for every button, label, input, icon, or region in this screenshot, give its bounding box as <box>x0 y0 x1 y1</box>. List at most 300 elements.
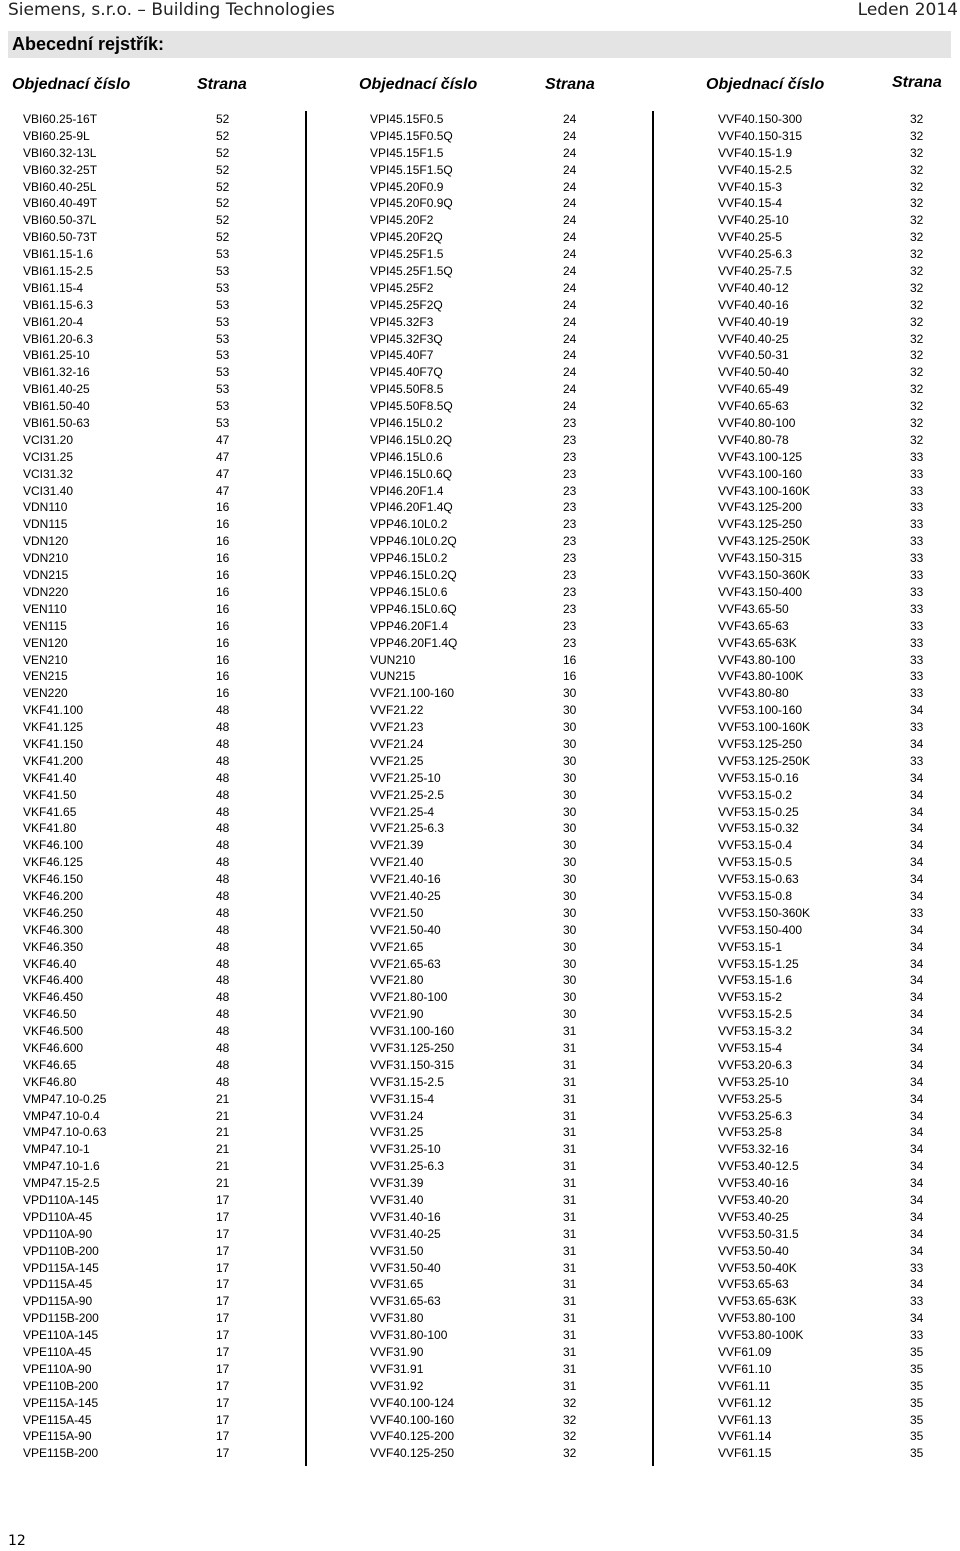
page-reference: 32 <box>910 162 924 177</box>
index-row <box>23 871 253 888</box>
page-reference: 16 <box>216 635 230 650</box>
page-reference: 34 <box>910 1226 924 1241</box>
index-row <box>718 145 948 162</box>
index-row <box>23 618 253 635</box>
index-row <box>370 1074 600 1091</box>
index-row <box>718 297 948 314</box>
index-row <box>370 1344 600 1361</box>
index-row <box>718 314 948 331</box>
order-number: VBI61.15-6.3 <box>23 297 94 312</box>
page-reference: 16 <box>216 652 230 667</box>
order-number: VBI61.15-2.5 <box>23 264 94 279</box>
page-reference: 16 <box>216 584 230 599</box>
page-reference: 23 <box>563 551 577 566</box>
page-reference: 52 <box>216 145 230 160</box>
index-row <box>718 1276 948 1293</box>
index-row <box>23 229 253 246</box>
page-reference: 17 <box>216 1345 230 1360</box>
index-row <box>370 685 600 702</box>
order-number: VVF43.125-200 <box>718 500 803 515</box>
order-number: VKF46.200 <box>23 888 84 903</box>
page-reference: 32 <box>910 331 924 346</box>
order-number: VMP47.10-0.63 <box>23 1125 107 1140</box>
page-reference: 16 <box>216 686 230 701</box>
order-number: VBI61.15-1.6 <box>23 247 94 262</box>
order-number: VVF53.80-100K <box>718 1328 804 1343</box>
page-reference: 16 <box>216 618 230 633</box>
page-reference: 33 <box>910 720 924 735</box>
index-row <box>23 702 253 719</box>
index-row <box>23 1074 253 1091</box>
order-number: VKF46.300 <box>23 922 84 937</box>
order-number: VVF61.09 <box>718 1345 772 1360</box>
order-number: VDN220 <box>23 584 69 599</box>
index-row <box>23 922 253 939</box>
order-number: VVF40.25-7.5 <box>718 264 793 279</box>
order-number: VVF21.22 <box>370 703 424 718</box>
page-reference: 48 <box>216 720 230 735</box>
index-row <box>23 1057 253 1074</box>
page-reference: 21 <box>216 1091 230 1106</box>
page-reference: 32 <box>910 145 924 160</box>
order-number: VBI61.50-63 <box>23 416 90 431</box>
index-row <box>23 499 253 516</box>
order-number: VBI60.50-73T <box>23 230 98 245</box>
index-row <box>370 246 600 263</box>
order-number: VKF46.250 <box>23 905 84 920</box>
index-row <box>370 567 600 584</box>
page-reference: 16 <box>216 568 230 583</box>
order-number: VVF21.24 <box>370 736 424 751</box>
page-title: Abecední rejstřík: <box>12 34 165 54</box>
page-reference: 53 <box>216 247 230 262</box>
index-row <box>23 1361 253 1378</box>
index-row <box>718 212 948 229</box>
index-row <box>23 1327 253 1344</box>
index-row <box>370 1293 600 1310</box>
index-row <box>23 888 253 905</box>
index-row <box>370 770 600 787</box>
page-reference: 31 <box>563 1193 577 1207</box>
index-row <box>718 347 948 364</box>
page-reference: 30 <box>563 922 577 937</box>
index-row <box>23 466 253 483</box>
page-reference: 34 <box>910 939 924 954</box>
order-number: VVF21.23 <box>370 720 424 735</box>
index-row <box>23 398 253 415</box>
order-number: VPE115A-90 <box>23 1429 92 1444</box>
index-row <box>370 1006 600 1023</box>
index-row <box>370 905 600 922</box>
page-reference: 32 <box>910 112 924 126</box>
index-row <box>718 1327 948 1344</box>
page-reference: 48 <box>216 821 230 836</box>
page-reference: 30 <box>563 787 577 802</box>
index-row <box>718 1023 948 1040</box>
order-number: VBI61.32-16 <box>23 365 90 380</box>
index-row <box>370 1445 600 1462</box>
order-number: VPD110A-45 <box>23 1209 93 1224</box>
index-row <box>23 297 253 314</box>
order-number: VVF53.25-6.3 <box>718 1108 793 1123</box>
index-row <box>23 1378 253 1395</box>
index-row <box>370 1412 600 1429</box>
order-number: VKF46.50 <box>23 1007 77 1022</box>
index-row <box>23 1293 253 1310</box>
page-reference: 34 <box>910 956 924 971</box>
page-reference: 48 <box>216 973 230 988</box>
index-row <box>370 1243 600 1260</box>
order-number: VVF53.150-400 <box>718 922 803 937</box>
page-reference: 34 <box>910 1125 924 1140</box>
order-number: VPP46.10L0.2 <box>370 517 448 532</box>
page-reference: 30 <box>563 905 577 920</box>
page-reference: 30 <box>563 736 577 751</box>
order-number: VVF43.150-315 <box>718 551 803 566</box>
page-reference: 48 <box>216 753 230 768</box>
index-row <box>718 1378 948 1395</box>
page-reference: 23 <box>563 584 577 599</box>
index-row <box>23 364 253 381</box>
index-row <box>718 1074 948 1091</box>
page-reference: 30 <box>563 770 577 785</box>
order-number: VKF41.150 <box>23 736 84 751</box>
order-number: VBI60.25-9L <box>23 128 90 143</box>
index-row <box>718 1192 948 1209</box>
page-reference: 33 <box>910 618 924 633</box>
index-row <box>718 263 948 280</box>
page-reference: 24 <box>563 128 577 143</box>
order-number: VVF31.40 <box>370 1193 424 1207</box>
page-reference: 32 <box>563 1412 577 1427</box>
order-number: VVF31.25 <box>370 1125 424 1140</box>
order-number: VVF53.40-20 <box>718 1193 789 1207</box>
page-reference: 48 <box>216 770 230 785</box>
order-number: VVF31.65 <box>370 1277 424 1292</box>
page-reference: 48 <box>216 1074 230 1089</box>
index-row <box>23 1260 253 1277</box>
page-reference: 31 <box>563 1091 577 1106</box>
index-row <box>718 246 948 263</box>
page-reference: 48 <box>216 787 230 802</box>
page-reference: 52 <box>216 128 230 143</box>
order-number: VVF31.24 <box>370 1108 424 1123</box>
page-reference: 35 <box>910 1395 924 1410</box>
page-reference: 35 <box>910 1345 924 1360</box>
page-reference: 30 <box>563 703 577 718</box>
page-reference: 34 <box>910 821 924 836</box>
order-number: VKF46.400 <box>23 973 84 988</box>
page-reference: 34 <box>910 922 924 937</box>
page-reference: 21 <box>216 1159 230 1174</box>
page-reference: 16 <box>216 551 230 566</box>
index-row <box>370 1276 600 1293</box>
order-number: VVF40.15-3 <box>718 179 783 194</box>
index-row <box>23 804 253 821</box>
index-row <box>718 668 948 685</box>
page-reference: 33 <box>910 584 924 599</box>
order-number: VVF21.25-2.5 <box>370 787 445 802</box>
order-number: VPI45.15F0.5 <box>370 112 444 126</box>
order-number: VVF31.25-10 <box>370 1142 441 1157</box>
col2-page-header: Strana <box>545 76 595 93</box>
order-number: VVF40.50-40 <box>718 365 789 380</box>
index-row <box>718 1057 948 1074</box>
order-number: VVF61.15 <box>718 1446 772 1461</box>
order-number: VVF40.25-10 <box>718 213 789 228</box>
page-reference: 17 <box>216 1361 230 1376</box>
index-row <box>718 128 948 145</box>
order-number: VVF21.25 <box>370 753 424 768</box>
page-reference: 34 <box>910 736 924 751</box>
page-reference: 31 <box>563 1057 577 1072</box>
page-reference: 31 <box>563 1294 577 1309</box>
order-number: VVF40.15-4 <box>718 196 783 211</box>
page-reference: 34 <box>910 855 924 870</box>
page-reference: 23 <box>563 500 577 515</box>
index-row <box>23 770 253 787</box>
page-reference: 24 <box>563 112 577 126</box>
page-reference: 24 <box>563 196 577 211</box>
index-row <box>370 1091 600 1108</box>
index-row <box>370 499 600 516</box>
order-number: VPE110B-200 <box>23 1378 99 1393</box>
order-number: VKF46.80 <box>23 1074 77 1089</box>
order-number: VVF53.50-40K <box>718 1260 797 1275</box>
order-number: VPI45.25F1.5Q <box>370 264 453 279</box>
order-number: VVF53.15-2 <box>718 990 783 1005</box>
order-number: VEN215 <box>23 669 68 684</box>
order-number: VVF53.15-0.25 <box>718 804 799 819</box>
order-number: VVF21.39 <box>370 838 424 853</box>
page-reference: 21 <box>216 1125 230 1140</box>
page-reference: 24 <box>563 230 577 245</box>
page-reference: 21 <box>216 1176 230 1191</box>
index-row <box>370 398 600 415</box>
page-reference: 32 <box>910 297 924 312</box>
order-number: VVF53.100-160 <box>718 703 803 718</box>
order-number: VVF53.32-16 <box>718 1142 789 1157</box>
page-reference: 48 <box>216 1057 230 1072</box>
index-row <box>23 1395 253 1412</box>
index-row <box>370 854 600 871</box>
index-row <box>370 652 600 669</box>
page-reference: 24 <box>563 145 577 160</box>
order-number: VPI45.25F2Q <box>370 297 443 312</box>
page-reference: 17 <box>216 1446 230 1461</box>
order-number: VVF40.15-2.5 <box>718 162 793 177</box>
order-number: VVF61.11 <box>718 1378 771 1393</box>
page-reference: 30 <box>563 686 577 701</box>
order-number: VVF53.20-6.3 <box>718 1057 793 1072</box>
order-number: VVF61.10 <box>718 1361 772 1376</box>
order-number: VPI45.50F8.5Q <box>370 399 453 414</box>
index-row <box>370 1428 600 1445</box>
order-number: VEN110 <box>23 601 67 616</box>
index-row <box>23 432 253 449</box>
order-number: VVF53.15-2.5 <box>718 1007 793 1022</box>
order-number: VVF43.80-100 <box>718 652 796 667</box>
page-reference: 48 <box>216 804 230 819</box>
index-row <box>370 1260 600 1277</box>
order-number: VVF31.50-40 <box>370 1260 441 1275</box>
index-row <box>718 1293 948 1310</box>
header-date: Leden 2014 <box>857 0 958 20</box>
index-row <box>718 331 948 348</box>
index-row <box>23 1175 253 1192</box>
page-reference: 32 <box>910 128 924 143</box>
index-row <box>370 280 600 297</box>
page-reference: 48 <box>216 990 230 1005</box>
page-reference: 24 <box>563 382 577 397</box>
page-reference: 53 <box>216 416 230 431</box>
page-reference: 17 <box>216 1277 230 1292</box>
order-number: VPI45.50F8.5 <box>370 382 444 397</box>
page-reference: 31 <box>563 1024 577 1039</box>
page-reference: 32 <box>910 280 924 295</box>
page-reference: 34 <box>910 1142 924 1157</box>
order-number: VPP46.15L0.6 <box>370 584 448 599</box>
index-row <box>370 1361 600 1378</box>
index-row <box>23 280 253 297</box>
order-number: VVF40.25-5 <box>718 230 783 245</box>
index-row <box>718 685 948 702</box>
order-number: VPI46.20F1.4Q <box>370 500 453 515</box>
index-row <box>23 449 253 466</box>
index-row <box>718 770 948 787</box>
page-reference: 34 <box>910 973 924 988</box>
page-reference: 52 <box>216 213 230 228</box>
page-reference: 53 <box>216 264 230 279</box>
index-row <box>23 162 253 179</box>
page-reference: 31 <box>563 1226 577 1241</box>
order-number: VPE110A-145 <box>23 1328 99 1343</box>
index-row <box>23 820 253 837</box>
page-reference: 16 <box>216 601 230 616</box>
index-row <box>23 837 253 854</box>
order-number: VVF31.40-16 <box>370 1209 441 1224</box>
index-row <box>370 601 600 618</box>
page-reference: 33 <box>910 517 924 532</box>
index-row <box>370 415 600 432</box>
page-reference: 31 <box>563 1159 577 1174</box>
order-number: VVF43.80-80 <box>718 686 789 701</box>
index-row <box>718 1361 948 1378</box>
order-number: VVF53.40-16 <box>718 1176 789 1191</box>
order-number: VVF31.25-6.3 <box>370 1159 445 1174</box>
order-number: VBI60.32-25T <box>23 162 98 177</box>
page-reference: 35 <box>910 1446 924 1461</box>
order-number: VPI45.20F0.9 <box>370 179 444 194</box>
index-row <box>23 1276 253 1293</box>
order-number: VVF31.80-100 <box>370 1328 448 1343</box>
order-number: VPD115A-45 <box>23 1277 93 1292</box>
order-number: VPI45.32F3 <box>370 314 434 329</box>
index-row <box>23 246 253 263</box>
order-number: VPP46.15L0.2Q <box>370 568 457 583</box>
page-reference: 33 <box>910 686 924 701</box>
order-number: VVF21.25-10 <box>370 770 441 785</box>
page-reference: 30 <box>563 956 577 971</box>
order-number: VBI61.40-25 <box>23 382 90 397</box>
order-number: VUN210 <box>370 652 416 667</box>
page-reference: 24 <box>563 264 577 279</box>
order-number: VPI45.25F2 <box>370 280 434 295</box>
order-number: VCI31.25 <box>23 449 74 464</box>
index-row <box>718 702 948 719</box>
page-reference: 33 <box>910 534 924 549</box>
title-bar <box>8 31 951 58</box>
index-row <box>718 567 948 584</box>
page-reference: 24 <box>563 162 577 177</box>
order-number: VKF46.600 <box>23 1040 84 1055</box>
page-reference: 47 <box>216 432 230 447</box>
index-row <box>370 922 600 939</box>
index-row <box>23 145 253 162</box>
page-reference: 32 <box>910 432 924 447</box>
order-number: VEN210 <box>23 652 68 667</box>
index-row <box>370 516 600 533</box>
page-reference: 33 <box>910 652 924 667</box>
page-reference: 53 <box>216 399 230 414</box>
page-reference: 32 <box>910 213 924 228</box>
index-row <box>718 1226 948 1243</box>
order-number: VVF40.65-49 <box>718 382 789 397</box>
order-number: VVF53.65-63K <box>718 1294 797 1309</box>
page-reference: 34 <box>910 1243 924 1258</box>
index-row <box>23 483 253 500</box>
order-number: VPI45.15F1.5 <box>370 145 444 160</box>
page-reference: 34 <box>910 838 924 853</box>
order-number: VVF43.65-63K <box>718 635 797 650</box>
order-number: VPD110A-145 <box>23 1193 99 1207</box>
order-number: VVF21.65 <box>370 939 424 954</box>
index-row <box>370 364 600 381</box>
order-number: VVF53.125-250 <box>718 736 803 751</box>
page-reference: 24 <box>563 348 577 363</box>
page-reference: 33 <box>910 1294 924 1309</box>
index-row <box>23 1445 253 1462</box>
index-row <box>718 635 948 652</box>
order-number: VDN110 <box>23 500 68 515</box>
order-number: VKF46.350 <box>23 939 84 954</box>
page-reference: 33 <box>910 1328 924 1343</box>
page-reference: 16 <box>563 652 577 667</box>
index-row <box>23 1412 253 1429</box>
order-number: VDN215 <box>23 568 69 583</box>
page-reference: 34 <box>910 1311 924 1326</box>
index-row <box>718 1158 948 1175</box>
index-row <box>718 162 948 179</box>
page-reference: 34 <box>910 703 924 718</box>
order-number: VUN215 <box>370 669 416 684</box>
order-number: VVF31.150-315 <box>370 1057 455 1072</box>
page-reference: 33 <box>910 635 924 650</box>
index-row <box>23 601 253 618</box>
page-reference: 17 <box>216 1209 230 1224</box>
index-row <box>23 128 253 145</box>
order-number: VKF46.125 <box>23 855 84 870</box>
page-reference: 34 <box>910 888 924 903</box>
order-number: VPD110B-200 <box>23 1243 99 1258</box>
order-number: VVF31.15-4 <box>370 1091 435 1106</box>
order-number: VVF40.125-200 <box>370 1429 455 1444</box>
index-row <box>718 1344 948 1361</box>
page-reference: 32 <box>563 1395 577 1410</box>
index-row <box>23 314 253 331</box>
page-reference: 34 <box>910 1091 924 1106</box>
index-row <box>370 1192 600 1209</box>
